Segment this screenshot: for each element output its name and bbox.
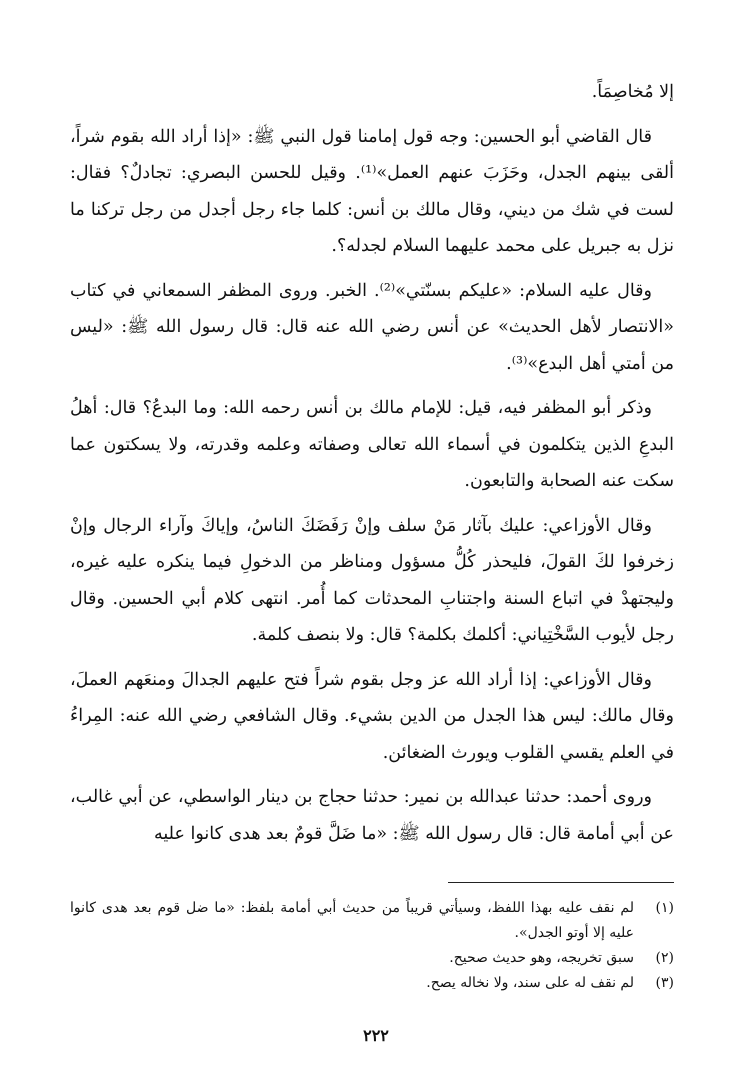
footnote-divider xyxy=(448,882,674,883)
paragraph-3: وقال عليه السلام: «عليكم بسنّتي»⁽²⁾. الخبر. وروى المظفر السمعاني في كتاب «الانتصار لأهل الحديث» عن أنس رضي الله عنه قال: قال رسول الله ﷺ: «ليس من أمتي أهل البدع»⁽³⁾. xyxy=(70,280,674,374)
footnote-number: (١) xyxy=(655,900,674,916)
paragraph-4: وذكر أبو المظفر فيه، قيل: للإمام مالك بن أنس رحمه الله: وما البدعُ؟ قال: أهلُ البدعِ الذين يتكلمون في أسماء الله تعالى وصفاته وعلمه وقدرته، ولا يسكتون عما سكت عنه الصحابة والتابعون. xyxy=(70,398,674,491)
footnote-text: لم نقف عليه بهذا اللفظ، وسيأتي قريباً من حديث أبي أمامة بلفظ: «ما ضل قوم بعد هدى كانوا عليه إلا أوتو الجدل». xyxy=(70,900,634,941)
main-text xyxy=(70,74,674,860)
paragraph-6: وقال الأوزاعي: إذا أراد الله عز وجل بقوم شراً فتح عليهم الجدالَ ومنعَهم العملَ، وقال مالك: ليس هذا الجدل من الدين بشيء. وقال الشافعي رضي الله عنه: المِراءُ في العلم يقسي القلوب ويورث الضغائن. xyxy=(70,669,674,763)
footnote-2 xyxy=(70,946,674,971)
footnote-number: (٣) xyxy=(655,975,674,991)
footnote-number: (٢) xyxy=(655,950,674,966)
paragraph-5: وقال الأوزاعي: عليك بآثار مَنْ سلف وإنْ رَفَضَكَ الناسُ، وإياكَ وآراء الرجال وإنْ زخرفوا لكَ القولَ، فليحذر كُلُّ مسؤول ومناظر من الدخولِ فيما ينكره عليه غيره، وليجتهدْ في اتباع السنة واجتنابِ المحدثات كما أُمر. انتهى كلام أبي الحسين. وقال رجل لأيوب السَّخْتِياني: أكلمك بكلمة؟ قال: ولا بنصف كلمة. xyxy=(70,515,674,645)
footnote-text: سبق تخريجه، وهو حديث صحيح. xyxy=(449,950,634,966)
paragraph-7: وروى أحمد: حدثنا عبدالله بن نمير: حدثنا حجاج بن دينار الواسطي، عن أبي غالب، عن أبي أمامة قال: قال رسول الله ﷺ: «ما ضَلَّ قومٌ بعد هدى كانوا عليه xyxy=(70,787,674,844)
footnote-text: لم نقف له على سند، ولا نخاله يصح. xyxy=(426,975,634,991)
page-number: ٢٢٢ xyxy=(363,1026,389,1045)
footnote-3 xyxy=(70,971,674,996)
paragraph-1: إلا مُخاصِمَاً. xyxy=(591,82,674,102)
footnote-1 xyxy=(70,896,674,946)
footnotes xyxy=(70,896,674,996)
paragraph-2: قال القاضي أبو الحسين: وجه قول إمامنا قول النبي ﷺ: «إذا أراد الله بقوم شراً، ألقى بينهم الجدل، وحَزَبَ عنهم العمل»⁽¹⁾. وقيل للحسن البصري: تجادلٌ؟ فقال: لست في شك من ديني، وقال مالك بن أنس: كلما جاء رجل أجدل من رجل تركنا ما نزل به جبريل على محمد عليهما السلام لجدله؟. xyxy=(70,126,674,256)
